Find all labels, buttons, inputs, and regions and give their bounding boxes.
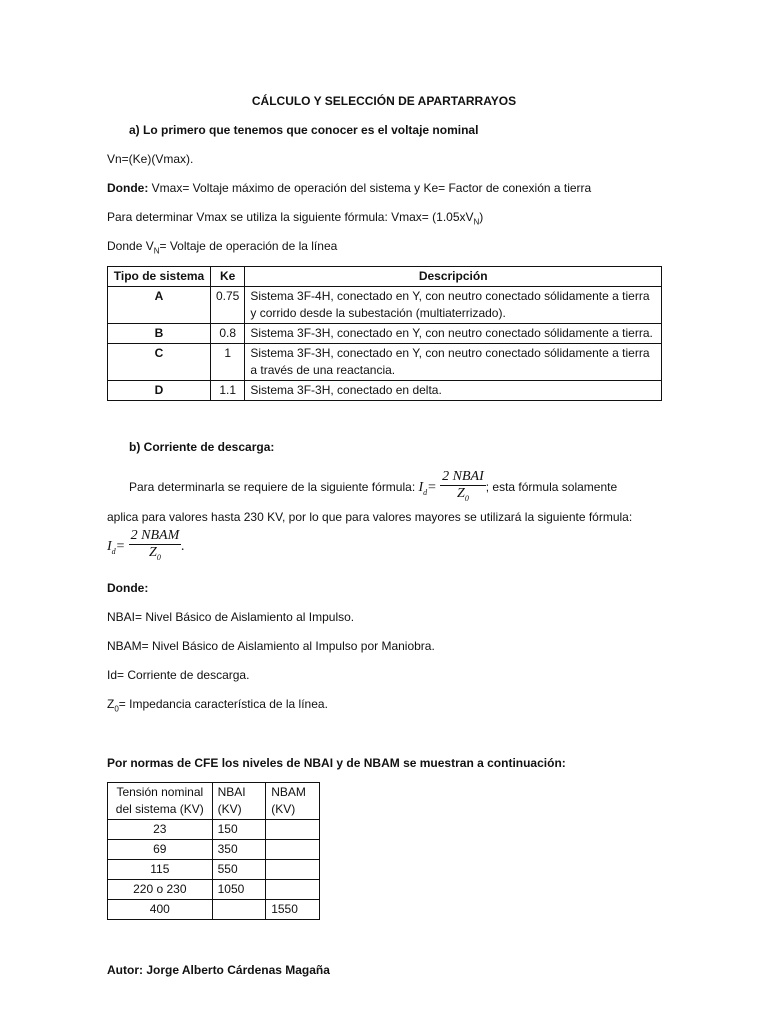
cell-nbai: 550: [212, 860, 266, 880]
applicability-line: aplica para valores hasta 230 KV, por lo que para valores mayores se utilizará la siguiente fórmula:: [107, 510, 633, 524]
formula1: $I_d=$: [418, 480, 441, 497]
cell-tension: 400: [108, 900, 213, 920]
cell-tipo: A: [108, 287, 211, 324]
vn-definition-line: [107, 238, 337, 259]
definition-z0: $Z_0=$ Impedancia característica de la línea.: [107, 697, 328, 714]
header-ke: Ke: [211, 267, 245, 287]
cell-nbai: 150: [212, 820, 266, 840]
table-row: [108, 860, 320, 880]
header-nbam: NBAM (KV): [266, 783, 320, 820]
section-a-heading: a) Lo primero que tenemos que conocer es el voltaje nominal: [129, 123, 479, 137]
cell-ke: 1.1: [211, 381, 245, 401]
table-row: [108, 820, 320, 840]
formula1-numerator: 2 NBAI: [442, 469, 484, 484]
cell-tension: 23: [108, 820, 213, 840]
table-row: [108, 344, 662, 381]
cell-descripcion: Sistema 3F-3H, conectado en Y, con neutro conectado sólidamente a tierra.: [245, 324, 662, 344]
vmax-close: ): [479, 210, 484, 224]
cell-ke: 1: [211, 344, 245, 381]
cell-nbam: [266, 880, 320, 900]
vmax-sub: N: [473, 217, 480, 227]
vmax-formula-line: [107, 209, 483, 230]
header-nbai: NBAI (KV): [212, 783, 266, 820]
nbai-nbam-table: [107, 782, 320, 920]
cell-tipo: B: [108, 324, 211, 344]
formula2-line: $I_d=$ $\frac{\text{2 NBAM}}{Z_0}$ .: [107, 528, 185, 570]
table-row: [108, 324, 662, 344]
formula1-denominator: $Z_0$: [457, 486, 469, 503]
ke-table-header: [108, 267, 662, 287]
formula-note: ; esta fórmula solamente: [485, 480, 618, 495]
header-descripcion: Descripción: [245, 267, 662, 287]
cell-nbai: 350: [212, 840, 266, 860]
donde-text: Vmax= Voltaje máximo de operación del sistema y Ke= Factor de conexión a tierra: [148, 181, 592, 195]
vn-prefix: Donde V: [107, 239, 154, 253]
cell-nbai: 1050: [212, 880, 266, 900]
cell-nbam: [266, 860, 320, 880]
formula2-fraction: [129, 528, 182, 566]
cell-descripcion: Sistema 3F-3H, conectado en Y, con neutro conectado sólidamente a tierra a través de una reactancia.: [245, 344, 662, 381]
vn-text: = Voltaje de operación de la línea: [159, 239, 338, 253]
vmax-text: Para determinar Vmax se utiliza la siguiente fórmula: Vmax= (1.05xV: [107, 210, 474, 224]
table-row: [108, 840, 320, 860]
cell-tension: 220 o 230: [108, 880, 213, 900]
header-tension: Tensión nominal del sistema (KV): [108, 783, 213, 820]
cell-descripcion: Sistema 3F-3H, conectado en delta.: [245, 381, 662, 401]
cell-nbam: [266, 840, 320, 860]
author-line: Autor: Jorge Alberto Cárdenas Magaña: [107, 963, 330, 977]
discharge-formula-line: [129, 469, 617, 511]
donde-line: [107, 180, 591, 196]
definition-nbai: NBAI= Nivel Básico de Aislamiento al Impulso.: [107, 610, 355, 624]
table-row: [108, 381, 662, 401]
ke-table: [107, 266, 662, 401]
formula2: $I_d=$: [107, 539, 129, 556]
cell-nbam: [266, 820, 320, 840]
cell-tipo: D: [108, 381, 211, 401]
cell-ke: 0.8: [211, 324, 245, 344]
table-row: [108, 287, 662, 324]
section-b-heading: b) Corriente de descarga:: [129, 440, 275, 454]
donde-label: Donde:: [107, 181, 149, 195]
cell-descripcion: Sistema 3F-4H, conectado en Y, con neutro conectado sólidamente a tierra y corrido desde la subestación (multiaterrizado).: [245, 287, 662, 324]
formula-intro: Para determinarla se requiere de la siguiente fórmula:: [129, 480, 419, 495]
cell-nbam: 1550: [266, 900, 320, 920]
table-row: [108, 900, 320, 920]
table-row: [108, 880, 320, 900]
formula2-denominator: $Z_0$: [149, 545, 161, 562]
nbai-table-header: [108, 783, 320, 820]
normas-line: Por normas de CFE los niveles de NBAI y de NBAM se muestran a continuación:: [107, 756, 566, 770]
definition-nbam: NBAM= Nivel Básico de Aislamiento al Impulso por Maniobra.: [107, 639, 435, 653]
formula2-numerator: 2 NBAM: [130, 528, 180, 543]
cell-tension: 69: [108, 840, 213, 860]
page-title: CÁLCULO Y SELECCIÓN DE APARTARRAYOS: [251, 94, 517, 108]
cell-tipo: C: [108, 344, 211, 381]
cell-tension: 115: [108, 860, 213, 880]
nominal-voltage-formula: Vn=(Ke)(Vmax).: [107, 152, 194, 166]
cell-ke: 0.75: [211, 287, 245, 324]
cell-nbai: [212, 900, 266, 920]
donde-b-label: Donde:: [107, 581, 149, 595]
definition-id: Id= Corriente de descarga.: [107, 668, 250, 682]
vn-sub: N: [153, 246, 160, 256]
header-tipo: Tipo de sistema: [108, 267, 211, 287]
formula1-fraction: [440, 469, 486, 507]
